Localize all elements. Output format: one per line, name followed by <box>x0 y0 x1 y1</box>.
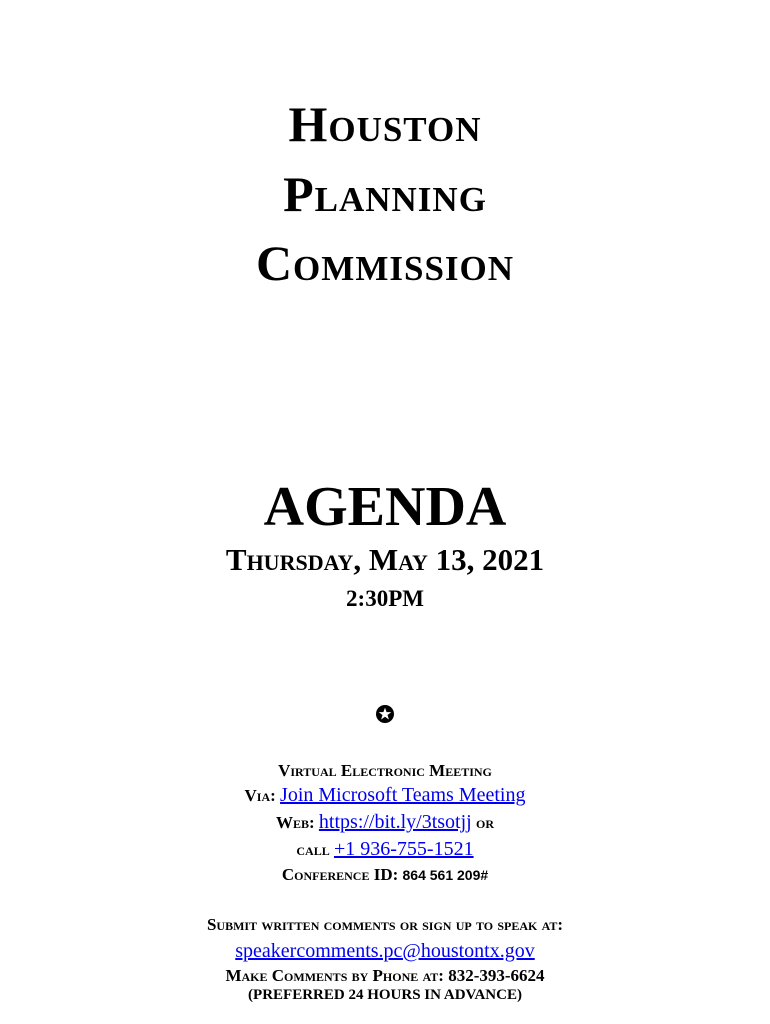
via-label: Via: <box>244 786 276 805</box>
via-line <box>0 783 770 808</box>
or-label: or <box>475 813 494 832</box>
web-line <box>0 810 770 835</box>
web-label: Web: <box>276 813 315 832</box>
call-line <box>0 837 770 862</box>
star-bullet-icon <box>0 704 770 728</box>
phone-comments-number: 832-393-6624 <box>448 966 545 985</box>
teams-meeting-link[interactable]: Join Microsoft Teams Meeting <box>280 784 526 806</box>
title-line-houston: Houston <box>288 96 482 152</box>
agenda-heading: AGENDA <box>263 476 507 538</box>
conference-line <box>0 863 770 887</box>
conference-id: 864 561 209# <box>402 867 489 883</box>
meeting-time: 2:30PM <box>346 586 424 611</box>
call-phone-link[interactable]: +1 936-755-1521 <box>333 838 474 860</box>
meeting-date: Thursday, May 13, 2021 <box>225 542 545 577</box>
title-line-planning: Planning <box>283 166 487 222</box>
web-link[interactable]: https://bit.ly/3tsotjj <box>318 811 472 833</box>
advance-note: (PREFERRED 24 HOURS IN ADVANCE) <box>248 987 522 1003</box>
submit-comments-text: Submit written comments or sign up to speak at: <box>206 915 564 934</box>
title-line-commission: Commission <box>255 235 515 291</box>
virtual-meeting-title: Virtual Electronic Meeting <box>278 761 492 780</box>
phone-comments-line <box>0 964 770 988</box>
phone-comments-label: Make Comments by Phone at: <box>225 966 444 985</box>
speaker-comments-email-link[interactable]: speakercomments.pc@houstontx.gov <box>235 940 535 962</box>
email-line <box>0 939 770 964</box>
conference-label: Conference ID: <box>281 865 399 884</box>
call-label: call <box>296 840 330 859</box>
